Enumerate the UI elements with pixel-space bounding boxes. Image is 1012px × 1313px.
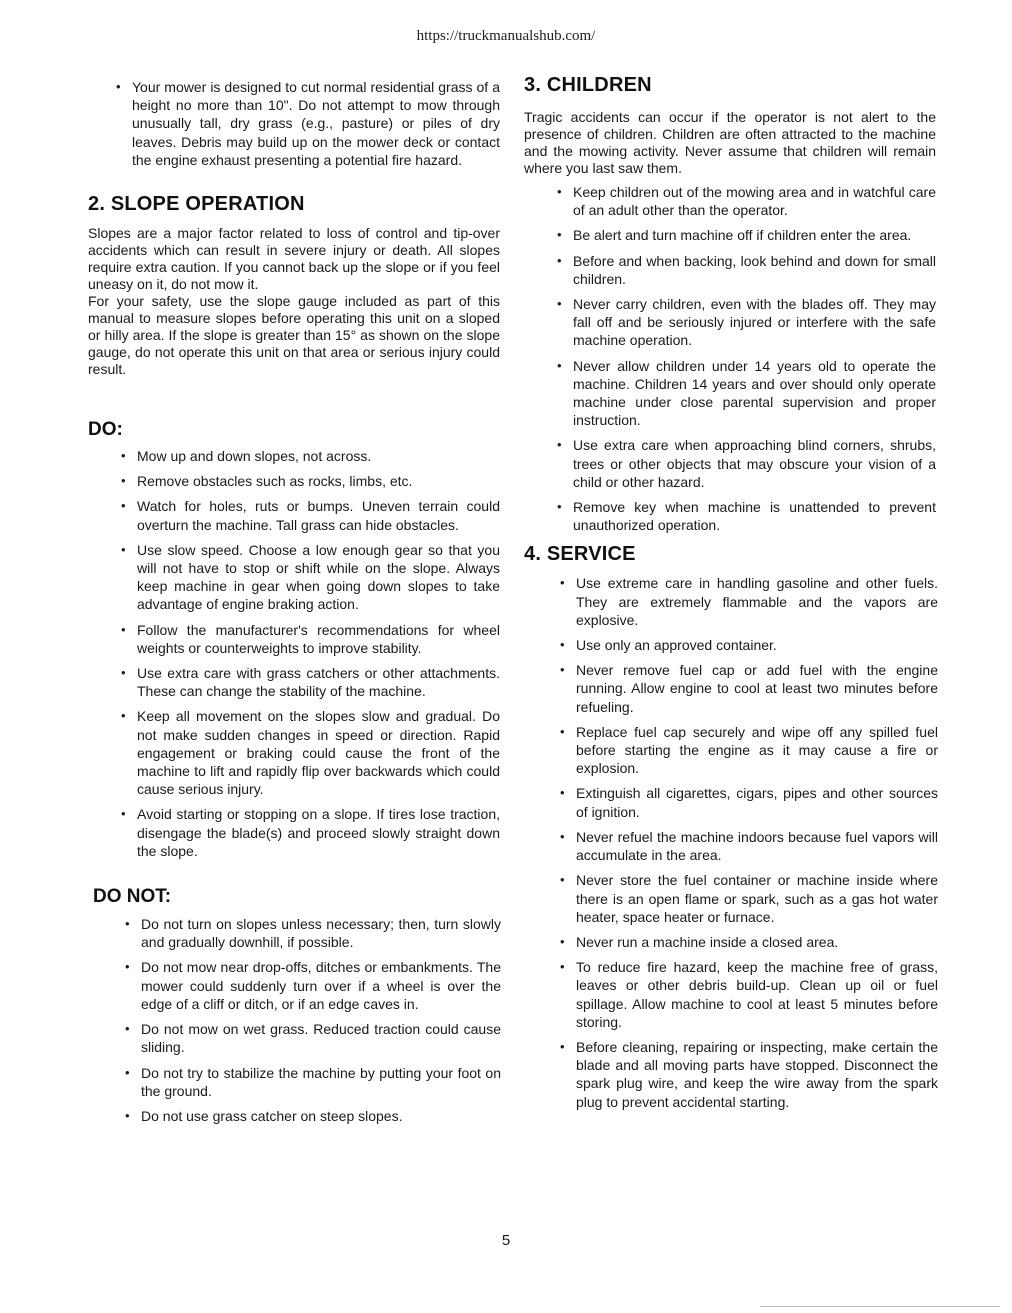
intro-bullet: • Your mower is designed to cut normal residential grass of a height no more than 10". Do not attempt to mow through unusually tall, dry grass (e.g., pasture) or piles of dry leaves. Debris may build up on the mower deck or contact the engine exhaust presenting a potential fire hazard. — [132, 78, 500, 169]
footer-rule — [760, 1306, 1000, 1307]
children-item: • Before and when backing, look behind and down for small children. — [573, 252, 936, 288]
source-url: https://truckmanualshub.com/ — [416, 28, 596, 44]
children-paragraph: Tragic accidents can occur if the operator is not alert to the presence of children. Children are often attracted to the machine and the mowing activity. Never assume that children will remain where you last saw them. — [524, 109, 936, 176]
do-item: • Keep all movement on the slopes slow and gradual. Do not make sudden changes in speed or direction. Rapid engagement or braking could cause the front of the machine to lift and rapidly flip over backwards which could cause serious injury. — [137, 707, 500, 798]
do-not-list — [141, 915, 501, 1125]
do-item: • Remove obstacles such as rocks, limbs, etc. — [137, 472, 500, 490]
service-item: • Never store the fuel container or machine inside where there is an open flame or spark, such as a gas hot water heater, space heater or furnace. — [576, 871, 938, 926]
do-item: • Follow the manufacturer's recommendations for wheel weights or counterweights to improve stability. — [137, 621, 500, 657]
children-item: • Never allow children under 14 years old to operate the machine. Children 14 years and over should only operate machine under close parental supervision and proper instruction. — [573, 357, 936, 430]
slope-operation-heading: 2. SLOPE OPERATION — [88, 193, 305, 216]
do-not-heading: DO NOT: — [93, 886, 172, 908]
do-heading: DO: — [88, 419, 123, 441]
page-number: 5 — [501, 1232, 511, 1249]
slope-paragraph-2: For your safety, use the slope gauge included as part of this manual to measure slopes before operating this unit on a sloped or hilly area. If the slope is greater than 15° as shown on the slope gauge, do not operate this unit on that area or serious injury could result. — [88, 293, 500, 378]
do-not-item: • Do not try to stabilize the machine by putting your foot on the ground. — [141, 1064, 501, 1100]
service-item: • Extinguish all cigarettes, cigars, pipes and other sources of ignition. — [576, 784, 938, 820]
children-item: • Be alert and turn machine off if children enter the area. — [573, 226, 936, 244]
service-item: • Use only an approved container. — [576, 636, 938, 654]
do-item: • Use slow speed. Choose a low enough gear so that you will not have to stop or shift while on the slope. Always keep machine in gear when going down slopes to take advantage of engine braking action. — [137, 541, 500, 614]
do-item: • Mow up and down slopes, not across. — [137, 447, 500, 465]
do-not-item: • Do not turn on slopes unless necessary; then, turn slowly and gradually downhill, if possible. — [141, 915, 501, 951]
right-column — [524, 74, 936, 1118]
service-list — [576, 574, 938, 1110]
do-item: • Watch for holes, ruts or bumps. Uneven terrain could overturn the machine. Tall grass can hide obstacles. — [137, 497, 500, 533]
do-not-item: • Do not use grass catcher on steep slopes. — [141, 1107, 501, 1125]
children-item: • Remove key when machine is unattended to prevent unauthorized operation. — [573, 498, 936, 534]
do-item: • Avoid starting or stopping on a slope. If tires lose traction, disengage the blade(s) and proceed slowly straight down the slope. — [137, 805, 500, 860]
children-item: • Never carry children, even with the blades off. They may fall off and be seriously injured or interfere with the safe machine operation. — [573, 295, 936, 350]
service-item: • To reduce fire hazard, keep the machine free of grass, leaves or other debris build-up. Clean up oil or fuel spillage. Allow machine to cool at least 5 minutes before storing. — [576, 958, 938, 1031]
left-column — [88, 74, 500, 1132]
service-item: • Before cleaning, repairing or inspecting, make certain the blade and all moving parts have stopped. Disconnect the spark plug wire, and keep the wire away from the spark plug to prevent accidental starting. — [576, 1038, 938, 1111]
children-list — [573, 183, 936, 534]
slope-paragraph-1: Slopes are a major factor related to loss of control and tip-over accidents which can result in severe injury or death. All slopes require extra caution. If you cannot back up the slope or if you feel uneasy on it, do not mow it. — [88, 225, 500, 293]
do-not-item: • Do not mow on wet grass. Reduced traction could cause sliding. — [141, 1020, 501, 1056]
service-item: • Never remove fuel cap or add fuel with the engine running. Allow engine to cool at least two minutes before refueling. — [576, 661, 938, 716]
intro-list — [132, 78, 500, 169]
children-item: • Keep children out of the mowing area and in watchful care of an adult other than the operator. — [573, 183, 936, 219]
service-item: • Replace fuel cap securely and wipe off any spilled fuel before starting the engine as it may cause a fire or explosion. — [576, 723, 938, 778]
do-list — [137, 447, 500, 860]
children-item: • Use extra care when approaching blind corners, shrubs, trees or other objects that may obscure your vision of a child or other hazard. — [573, 436, 936, 491]
service-item: • Use extreme care in handling gasoline and other fuels. They are extremely flammable and the vapors are explosive. — [576, 574, 938, 629]
service-item: • Never run a machine inside a closed area. — [576, 933, 938, 951]
do-not-item: • Do not mow near drop-offs, ditches or embankments. The mower could suddenly turn over if a wheel is over the edge of a cliff or ditch, or if an edge caves in. — [141, 958, 501, 1013]
do-item: • Use extra care with grass catchers or other attachments. These can change the stability of the machine. — [137, 664, 500, 700]
service-item: • Never refuel the machine indoors because fuel vapors will accumulate in the area. — [576, 828, 938, 864]
service-heading: 4. SERVICE — [524, 543, 636, 566]
children-heading: 3. CHILDREN — [524, 74, 652, 96]
